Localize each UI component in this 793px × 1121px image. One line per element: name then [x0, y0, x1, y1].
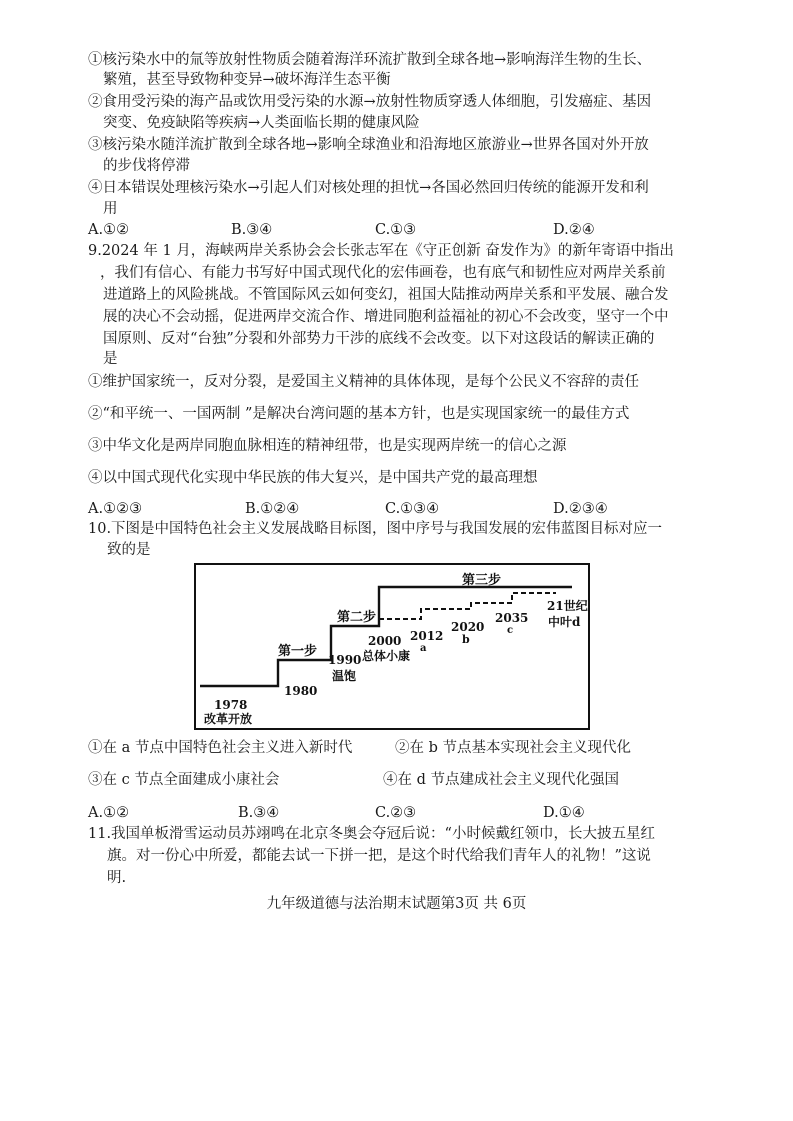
q8-statement-2-line-2: 突变、免疫缺陷等疾病→人类面临长期的健康风险 [103, 115, 420, 131]
q8-option-a[interactable]: A.①② [88, 222, 130, 238]
q8-statement-2-line-1: ②食用受污染的海产品或饮用受污染的水源→放射性物质穿透人体细胞，引发癌症、基因 [88, 94, 652, 110]
q10-stem-line-1: 10.下图是中国特色社会主义发展战略目标图，图中序号与我国发展的宏伟蓝图目标对应一 [88, 521, 663, 537]
q8-statement-4-line-2: 用 [103, 201, 118, 217]
q11-stem-line-1: 11.我国单板滑雪运动员苏翊鸣在北京冬奥会夺冠后说：“小时候戴红领巾，长大披五星红 [88, 826, 655, 842]
label-reform: 改革开放 [204, 712, 253, 726]
label-node-a: a [420, 643, 427, 654]
q8-statement-1-line-1: ①核污染水中的氚等放射性物质会随着海洋环流扩散到全球各地→影响海洋生物的生长、 [88, 52, 652, 68]
q8-statement-3-line-1: ③核污染水随洋流扩散到全球各地→影响全球渔业和沿海地区旅游业→世界各国对外开放 [88, 137, 649, 153]
q10-option-c[interactable]: C.②③ [375, 805, 417, 821]
q9-stem-line-1: 9.2024 年 1 月，海峡两岸关系协会会长张志军在《守正创新 奋发作为》的新年寄语中指出 [88, 243, 674, 259]
label-1990: 1990 [328, 653, 362, 667]
q8-option-d[interactable]: D.②④ [553, 222, 595, 238]
label-node-b: b [462, 633, 470, 646]
q9-option-c[interactable]: C.①③④ [385, 501, 440, 517]
q8-statement-1-line-2: 繁殖，甚至导致物种变异→破坏海洋生态平衡 [103, 72, 391, 88]
q9-statement-2: ②“和平统一、一国两制 ”是解决台湾问题的基本方针，也是实现国家统一的最佳方式 [88, 406, 630, 422]
q9-option-d[interactable]: D.②③④ [553, 501, 608, 517]
label-node-c: c [507, 625, 514, 636]
label-wenbao: 温饱 [332, 669, 357, 683]
q10-statement-2: ②在 b 节点基本实现社会主义现代化 [395, 740, 631, 756]
q9-statement-4: ④以中国式现代化实现中华民族的伟大复兴，是中国共产党的最高理想 [88, 470, 538, 486]
q10-option-b[interactable]: B.③④ [238, 805, 280, 821]
label-mid-century-d: 中叶d [548, 615, 581, 629]
q9-stem-line-5: 国原则、反对“台独”分裂和外部势力干涉的底线不会改变。以下对这段话的解读正确的 [103, 331, 655, 347]
strategy-goal-diagram [194, 563, 590, 730]
label-21st-century: 21世纪 [547, 599, 588, 613]
q9-statement-3: ③中华文化是两岸同胞血脉相连的精神纽带，也是实现两岸统一的信心之源 [88, 438, 567, 454]
q11-stem-line-3: 明. [107, 870, 127, 886]
q10-option-d[interactable]: D.①④ [543, 805, 585, 821]
q8-options [88, 220, 648, 240]
q9-option-b[interactable]: B.①②④ [245, 501, 300, 517]
q10-statement-4: ④在 d 节点建成社会主义现代化强国 [383, 772, 619, 788]
label-step-2: 第二步 [337, 610, 377, 625]
q9-options [88, 499, 648, 519]
q10-options [88, 803, 648, 823]
q10-stem-line-2: 致的是 [107, 542, 151, 558]
q10-statement-3: ③在 c 节点全面建成小康社会 [88, 772, 280, 788]
label-2020: 2020 [451, 620, 485, 634]
label-step-1: 第一步 [278, 644, 318, 659]
staircase-dashed-line [379, 593, 556, 619]
label-xiaokang: 总体小康 [362, 649, 411, 663]
label-step-3: 第三步 [462, 573, 502, 588]
q10-statement-1: ①在 a 节点中国特色社会主义进入新时代 [88, 740, 353, 756]
q9-statement-1: ①维护国家统一，反对分裂，是爱国主义精神的具体体现，是每个公民义不容辞的责任 [88, 374, 639, 390]
q9-stem-line-2: ，我们有信心、有能力书写好中国式现代化的宏伟画卷，也有底气和韧性应对两岸关系前 [100, 265, 666, 281]
q8-option-b[interactable]: B.③④ [231, 222, 273, 238]
q8-statement-4-line-1: ④日本错误处理核污染水→引起人们对核处理的担忧→各国必然回归传统的能源开发和利 [88, 180, 649, 196]
q8-statement-3-line-2: 的步伐将停滞 [103, 158, 190, 174]
q9-option-a[interactable]: A.①②③ [88, 501, 143, 517]
page-footer: 九年级道德与法治期末试题第3页 共 6页 [266, 896, 527, 912]
label-2000: 2000 [368, 634, 402, 648]
label-2012: 2012 [410, 629, 444, 643]
label-1978: 1978 [214, 698, 248, 712]
q10-option-a[interactable]: A.①② [88, 805, 130, 821]
q11-stem-line-2: 旗。对一份心中所爱，都能去试一下拼一把，是这个时代给我们青年人的礼物！”这说 [107, 848, 651, 864]
label-1980: 1980 [284, 684, 318, 698]
q9-stem-line-3: 进道路上的风险挑战。不管国际风云如何变幻，祖国大陆推动两岸关系和平发展、融合发 [103, 287, 669, 303]
q9-stem-line-6: 是 [103, 351, 118, 367]
q8-option-c[interactable]: C.①③ [375, 222, 417, 238]
label-2035: 2035 [495, 611, 529, 625]
q9-stem-line-4: 展的决心不会动摇，促进两岸交流合作、增进同胞利益福祉的初心不会改变，坚守一个中 [103, 309, 669, 325]
